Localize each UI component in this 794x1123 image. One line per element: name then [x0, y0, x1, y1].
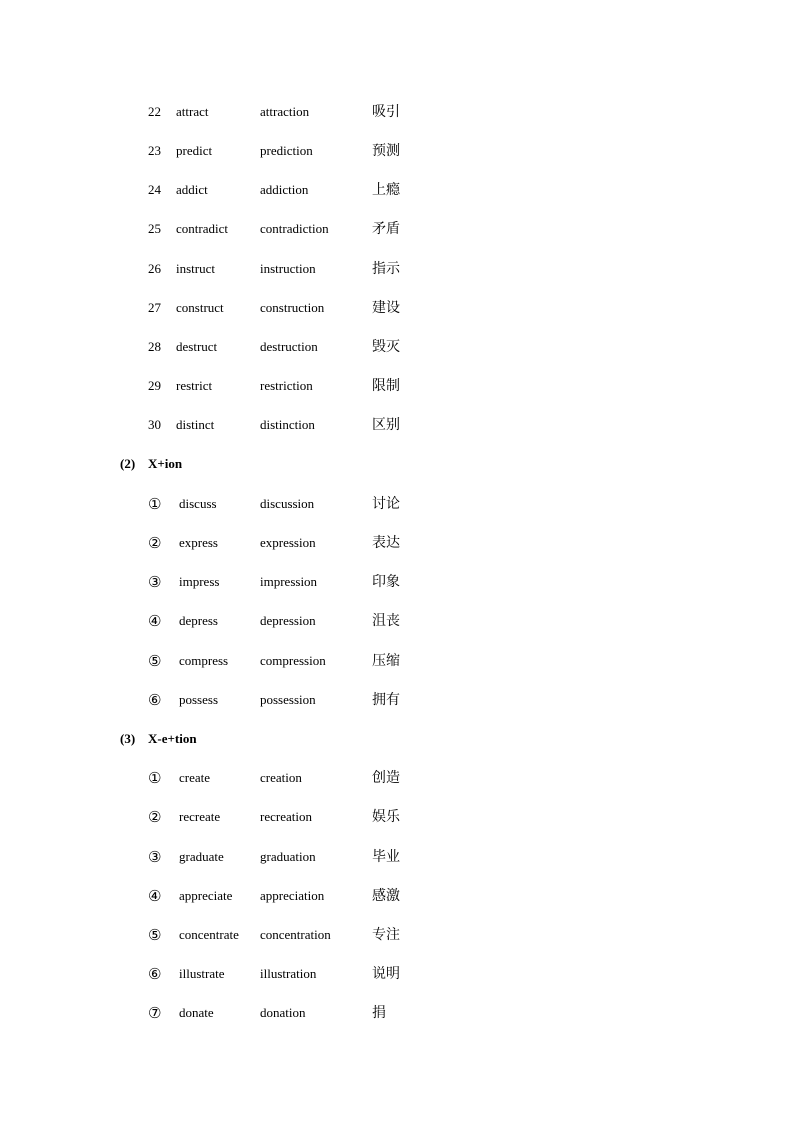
noun-form: expression	[260, 535, 316, 550]
item-number: 22	[148, 104, 161, 119]
item-number: 24	[148, 182, 161, 197]
item-number: ①	[148, 769, 162, 787]
noun-form: attraction	[260, 104, 310, 119]
noun-form: restriction	[260, 378, 313, 393]
noun-form: instruction	[260, 261, 316, 276]
section-title: X-e+tion	[148, 731, 197, 746]
item-number: ①	[148, 495, 162, 513]
item-number: ④	[148, 887, 162, 905]
item-number: ②	[148, 534, 162, 552]
noun-form: concentration	[260, 927, 331, 942]
base-word: discuss	[179, 496, 217, 511]
base-word: create	[179, 770, 211, 785]
chinese-meaning: 毕业	[372, 849, 400, 865]
noun-form: depression	[260, 613, 316, 628]
chinese-meaning: 上瘾	[372, 182, 400, 198]
noun-form: addiction	[260, 182, 309, 197]
item-number: ⑦	[148, 1004, 162, 1022]
item-number: 29	[148, 378, 161, 393]
chinese-meaning: 讨论	[372, 496, 400, 512]
item-number: 23	[148, 143, 161, 158]
base-word: attract	[176, 104, 209, 119]
noun-form: distinction	[260, 417, 315, 432]
base-word: restrict	[176, 378, 213, 393]
item-number: 28	[148, 339, 161, 354]
noun-form: destruction	[260, 339, 318, 354]
noun-form: creation	[260, 770, 302, 785]
base-word: compress	[179, 653, 229, 668]
base-word: graduate	[179, 849, 224, 864]
base-word: predict	[176, 143, 213, 158]
noun-form: recreation	[260, 809, 312, 824]
item-number: 30	[148, 417, 161, 432]
noun-form: graduation	[260, 849, 316, 864]
chinese-meaning: 压缩	[372, 653, 400, 669]
noun-form: donation	[260, 1005, 306, 1020]
noun-form: construction	[260, 300, 325, 315]
chinese-meaning: 吸引	[372, 104, 400, 120]
chinese-meaning: 专注	[372, 927, 400, 943]
base-word: distinct	[176, 417, 215, 432]
item-number: 27	[148, 300, 161, 315]
base-word: impress	[179, 574, 220, 589]
chinese-meaning: 限制	[372, 378, 400, 394]
base-word: destruct	[176, 339, 218, 354]
item-number: ③	[148, 848, 162, 866]
base-word: contradict	[176, 221, 228, 236]
base-word: depress	[179, 613, 218, 628]
item-number: ⑥	[148, 965, 162, 983]
chinese-meaning: 创造	[372, 770, 400, 786]
chinese-meaning: 捐	[372, 1005, 386, 1021]
chinese-meaning: 指示	[372, 261, 400, 277]
chinese-meaning: 建设	[372, 300, 400, 316]
chinese-meaning: 印象	[372, 574, 400, 590]
noun-form: discussion	[260, 496, 315, 511]
chinese-meaning: 沮丧	[372, 613, 400, 629]
chinese-meaning: 感激	[372, 888, 400, 904]
noun-form: impression	[260, 574, 318, 589]
section-number: (3)	[120, 731, 136, 746]
chinese-meaning: 拥有	[372, 692, 400, 708]
base-word: possess	[179, 692, 219, 707]
base-word: appreciate	[179, 888, 233, 903]
noun-form: appreciation	[260, 888, 325, 903]
chinese-meaning: 毁灭	[372, 339, 400, 355]
item-number: ②	[148, 808, 162, 826]
base-word: recreate	[179, 809, 221, 824]
noun-form: illustration	[260, 966, 317, 981]
base-word: donate	[179, 1005, 214, 1020]
noun-form: possession	[260, 692, 316, 707]
item-number: ⑤	[148, 652, 162, 670]
item-number: ④	[148, 612, 162, 630]
noun-form: contradiction	[260, 221, 329, 236]
item-number: ⑤	[148, 926, 162, 944]
item-number: 26	[148, 261, 161, 276]
chinese-meaning: 预测	[372, 143, 400, 159]
chinese-meaning: 表达	[372, 535, 400, 551]
base-word: instruct	[176, 261, 215, 276]
base-word: illustrate	[179, 966, 225, 981]
chinese-meaning: 说明	[372, 966, 400, 982]
base-word: concentrate	[179, 927, 239, 942]
base-word: addict	[176, 182, 208, 197]
section-number: (2)	[120, 456, 136, 471]
base-word: express	[179, 535, 218, 550]
chinese-meaning: 娱乐	[372, 809, 400, 825]
item-number: ③	[148, 573, 162, 591]
item-number: ⑥	[148, 691, 162, 709]
noun-form: compression	[260, 653, 326, 668]
noun-form: prediction	[260, 143, 313, 158]
chinese-meaning: 区别	[372, 417, 400, 433]
item-number: 25	[148, 221, 161, 236]
base-word: construct	[176, 300, 224, 315]
section-title: X+ion	[148, 456, 183, 471]
chinese-meaning: 矛盾	[372, 221, 400, 237]
